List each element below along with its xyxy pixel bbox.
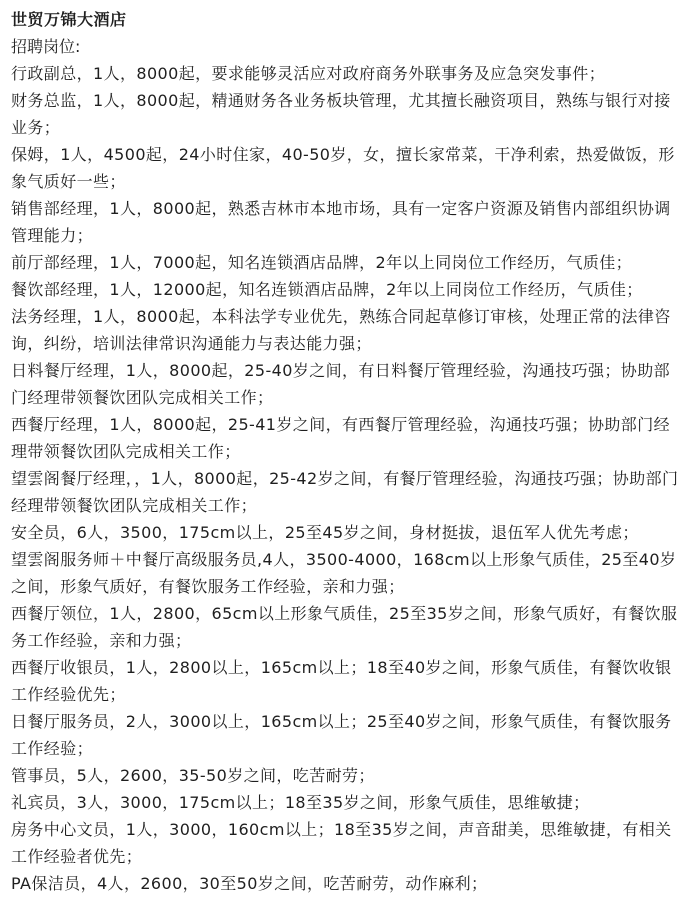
position-item: 房务中心文员，1人，3000，160cm以上；18至35岁之间，声音甜美，思维敏捷，有相关工作经验者优先； [11, 820, 672, 866]
positions-heading: 招聘岗位: [11, 37, 81, 56]
position-item: 日餐厅服务员，2人，3000以上，165cm以上；25至40岁之间，形象气质佳，有餐饮服务工作经验； [11, 712, 672, 758]
position-item: 西餐厅收银员，1人，2800以上，165cm以上；18至40岁之间，形象气质佳，有餐饮收银工作经验优先； [11, 658, 672, 704]
position-item: 西餐厅经理，1人，8000起，25-41岁之间，有西餐厅管理经验，沟通技巧强；协助部门经理带领餐饮团队完成相关工作； [11, 415, 670, 461]
positions-list [11, 60, 684, 897]
position-item: 法务经理，1人，8000起，本科法学专业优先，熟练合同起草修订审核，处理正常的法律咨询，纠纷，培训法律常识沟通能力与表达能力强； [11, 307, 671, 353]
hotel-name-title: 世贸万锦大酒店 [11, 10, 127, 29]
position-item: 餐饮部经理，1人，12000起，知名连锁酒店品牌，2年以上同岗位工作经历，气质佳； [11, 280, 643, 299]
position-item: 行政副总，1人，8000起，要求能够灵活应对政府商务外联事务及应急突发事件； [11, 64, 606, 83]
position-item: PA保洁员，4人，2600，30至50岁之间，吃苦耐劳，动作麻利； [11, 874, 488, 893]
position-item: 财务总监，1人，8000起，精通财务各业务板块管理，尤其擅长融资项目，熟练与银行对接业务； [11, 91, 671, 137]
position-item: 日料餐厅经理，1人，8000起，25-40岁之间，有日料餐厅管理经验，沟通技巧强；协助部门经理带领餐饮团队完成相关工作； [11, 361, 670, 407]
position-item: 保姆，1人，4500起，24小时住家，40-50岁，女，擅长家常菜，干净利索，热爱做饭，形象气质好一些； [11, 145, 675, 191]
position-item: 前厅部经理，1人，7000起，知名连锁酒店品牌，2年以上同岗位工作经历，气质佳； [11, 253, 633, 272]
position-item: 管事员，5人，2600，35-50岁之间，吃苦耐劳； [11, 766, 375, 785]
position-item: 望雲阁服务师＋中餐厅高级服务员,4人，3500-4000，168cm以上形象气质佳，25至40岁之间，形象气质好，有餐饮服务工作经验，亲和力强； [11, 550, 677, 596]
position-item: 望雲阁餐厅经理，，1人，8000起，25-42岁之间，有餐厅管理经验，沟通技巧强；协助部门经理带领餐饮团队完成相关工作； [11, 469, 679, 515]
position-item: 礼宾员，3人，3000，175cm以上；18至35岁之间，形象气质佳，思维敏捷； [11, 793, 590, 812]
position-item: 销售部经理，1人，8000起，熟悉吉林市本地市场，具有一定客户资源及销售内部组织协调管理能力； [11, 199, 671, 245]
position-item: 西餐厅领位，1人，2800，65cm以上形象气质佳，25至35岁之间，形象气质好，有餐饮服务工作经验，亲和力强； [11, 604, 678, 650]
position-item: 安全员，6人，3500，175cm以上，25至45岁之间，身材挺拔，退伍军人优先考虑； [11, 523, 639, 542]
